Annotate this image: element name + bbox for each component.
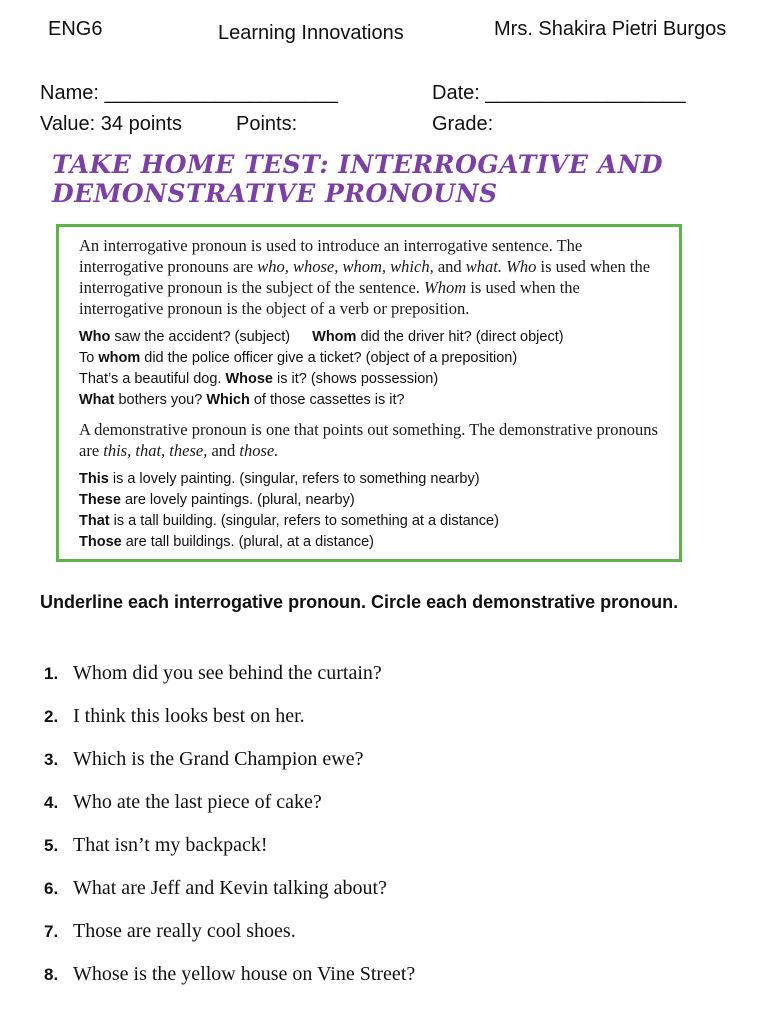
question-number: 4.: [44, 793, 59, 812]
page-title: [52, 150, 742, 208]
idef-part1: An interrogative pronoun is used to introduce an interrogative sentence. The interrogative pronouns are: [79, 236, 583, 276]
question-number: 3.: [44, 750, 59, 769]
question-item[interactable]: [44, 662, 744, 705]
value-label: Value: 34 points: [40, 113, 182, 135]
title-line-1: TAKE HOME TEST: INTERROGATIVE AND: [52, 150, 664, 179]
demonstrative-examples: [79, 469, 665, 553]
question-text[interactable]: Those are really cool shoes.: [73, 920, 296, 942]
instructions: Underline each interrogative pronoun. Circle each demonstrative pronoun.: [40, 592, 679, 612]
course-code: ENG6: [48, 18, 103, 40]
question-number: 1.: [44, 664, 59, 683]
example-line: Who saw the accident? (subject) Whom did the driver hit? (direct object): [79, 329, 564, 345]
teacher-name: Mrs. Shakira Pietri Burgos: [494, 18, 727, 40]
idef-and: and: [433, 257, 466, 276]
example-line: That is a tall building. (singular, refers to something at a distance): [79, 513, 499, 529]
date-field[interactable]: Date: __________________: [432, 82, 686, 104]
question-text[interactable]: Whose is the yellow house on Vine Street?: [73, 963, 416, 985]
name-field[interactable]: Name: _____________________: [40, 82, 339, 104]
question-item[interactable]: [44, 834, 744, 877]
question-number: 7.: [44, 922, 59, 941]
example-line: That’s a beautiful dog. Whose is it? (shows possession): [79, 371, 439, 387]
question-item[interactable]: [44, 920, 744, 963]
question-item[interactable]: [44, 748, 744, 791]
interrogative-examples: [79, 327, 665, 411]
question-number: 6.: [44, 879, 59, 898]
interrogative-definition: [79, 235, 665, 319]
example-line: This is a lovely painting. (singular, refers to something nearby): [79, 471, 480, 487]
example-line: These are lovely paintings. (plural, nearby): [79, 492, 355, 508]
question-item[interactable]: [44, 877, 744, 920]
grade-label: Grade:: [432, 113, 494, 135]
reference-box: [56, 224, 682, 562]
points-label: Points:: [236, 113, 298, 135]
example-line: What bothers you? Which of those cassettes is it?: [79, 392, 405, 408]
question-text[interactable]: I think this looks best on her.: [73, 705, 305, 727]
question-text[interactable]: Whom did you see behind the curtain?: [73, 662, 382, 684]
question-text[interactable]: What are Jeff and Kevin talking about?: [73, 877, 387, 899]
question-item[interactable]: [44, 963, 744, 1006]
demonstrative-definition: A demonstrative pronoun is one that points out something. The demonstrative pronouns are this, that, these, and those.: [79, 420, 658, 460]
question-number: 5.: [44, 836, 59, 855]
question-number: 8.: [44, 965, 59, 984]
question-text[interactable]: That isn’t my backpack!: [73, 834, 268, 856]
question-item[interactable]: [44, 791, 744, 834]
idef-whom: Whom: [424, 278, 467, 297]
idef-part3: is used when the interrogative pronoun is the object of a verb or preposition.: [79, 278, 580, 318]
question-number: 2.: [44, 707, 59, 726]
question-item[interactable]: [44, 705, 744, 748]
example-line: To whom did the police officer give a ticket? (object of a preposition): [79, 350, 518, 366]
idef-who: Who: [506, 257, 537, 276]
question-text[interactable]: Which is the Grand Champion ewe?: [73, 748, 364, 770]
school-name: Learning Innovations: [218, 22, 404, 44]
idef-part2: is used when the interrogative pronoun is the subject of the sentence.: [79, 257, 651, 297]
idef-what: what.: [465, 257, 502, 276]
question-list: [44, 662, 744, 1006]
idef-words: who, whose, whom, which,: [257, 257, 434, 276]
question-text[interactable]: Who ate the last piece of cake?: [73, 791, 322, 813]
title-line-2: DEMONSTRATIVE PRONOUNS: [52, 179, 498, 208]
example-line: Those are tall buildings. (plural, at a distance): [79, 534, 374, 550]
